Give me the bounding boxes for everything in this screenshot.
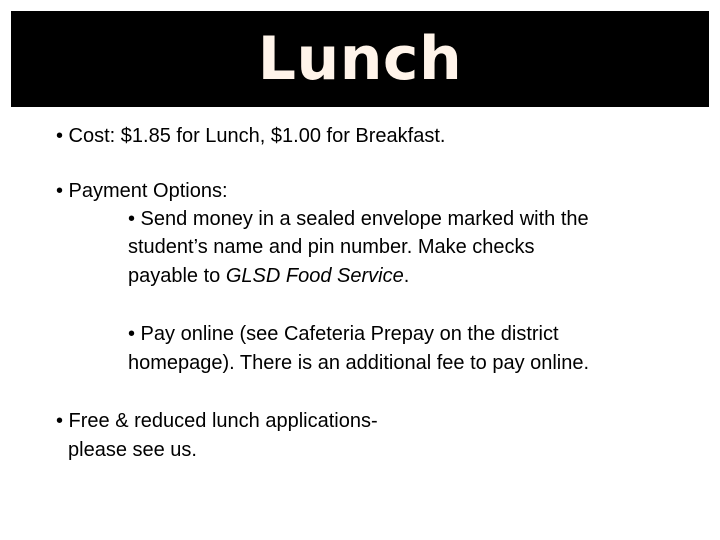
payment-options-heading: • Payment Options: [56, 180, 228, 202]
free-reduced-bullet-line2: please see us. [68, 439, 197, 461]
payable-to-text: payable to [128, 265, 226, 287]
payee-name: GLSD Food Service [225, 265, 404, 287]
period: . [403, 265, 410, 287]
slide-title: Lunch [257, 24, 463, 94]
title-bar [11, 11, 709, 107]
envelope-bullet-line2: student’s name and pin number. Make checks [128, 236, 535, 258]
online-bullet-line1: • Pay online (see Cafeteria Prepay on the district [128, 323, 559, 345]
cost-bullet: • Cost: $1.85 for Lunch, $1.00 for Breakfast. [56, 125, 446, 147]
online-bullet-line2: homepage). There is an additional fee to pay online. [128, 352, 590, 374]
free-reduced-bullet-line1: • Free & reduced lunch applications- [56, 410, 378, 432]
envelope-bullet-line1: • Send money in a sealed envelope marked with the [128, 208, 589, 230]
envelope-bullet-line3 [128, 262, 409, 291]
